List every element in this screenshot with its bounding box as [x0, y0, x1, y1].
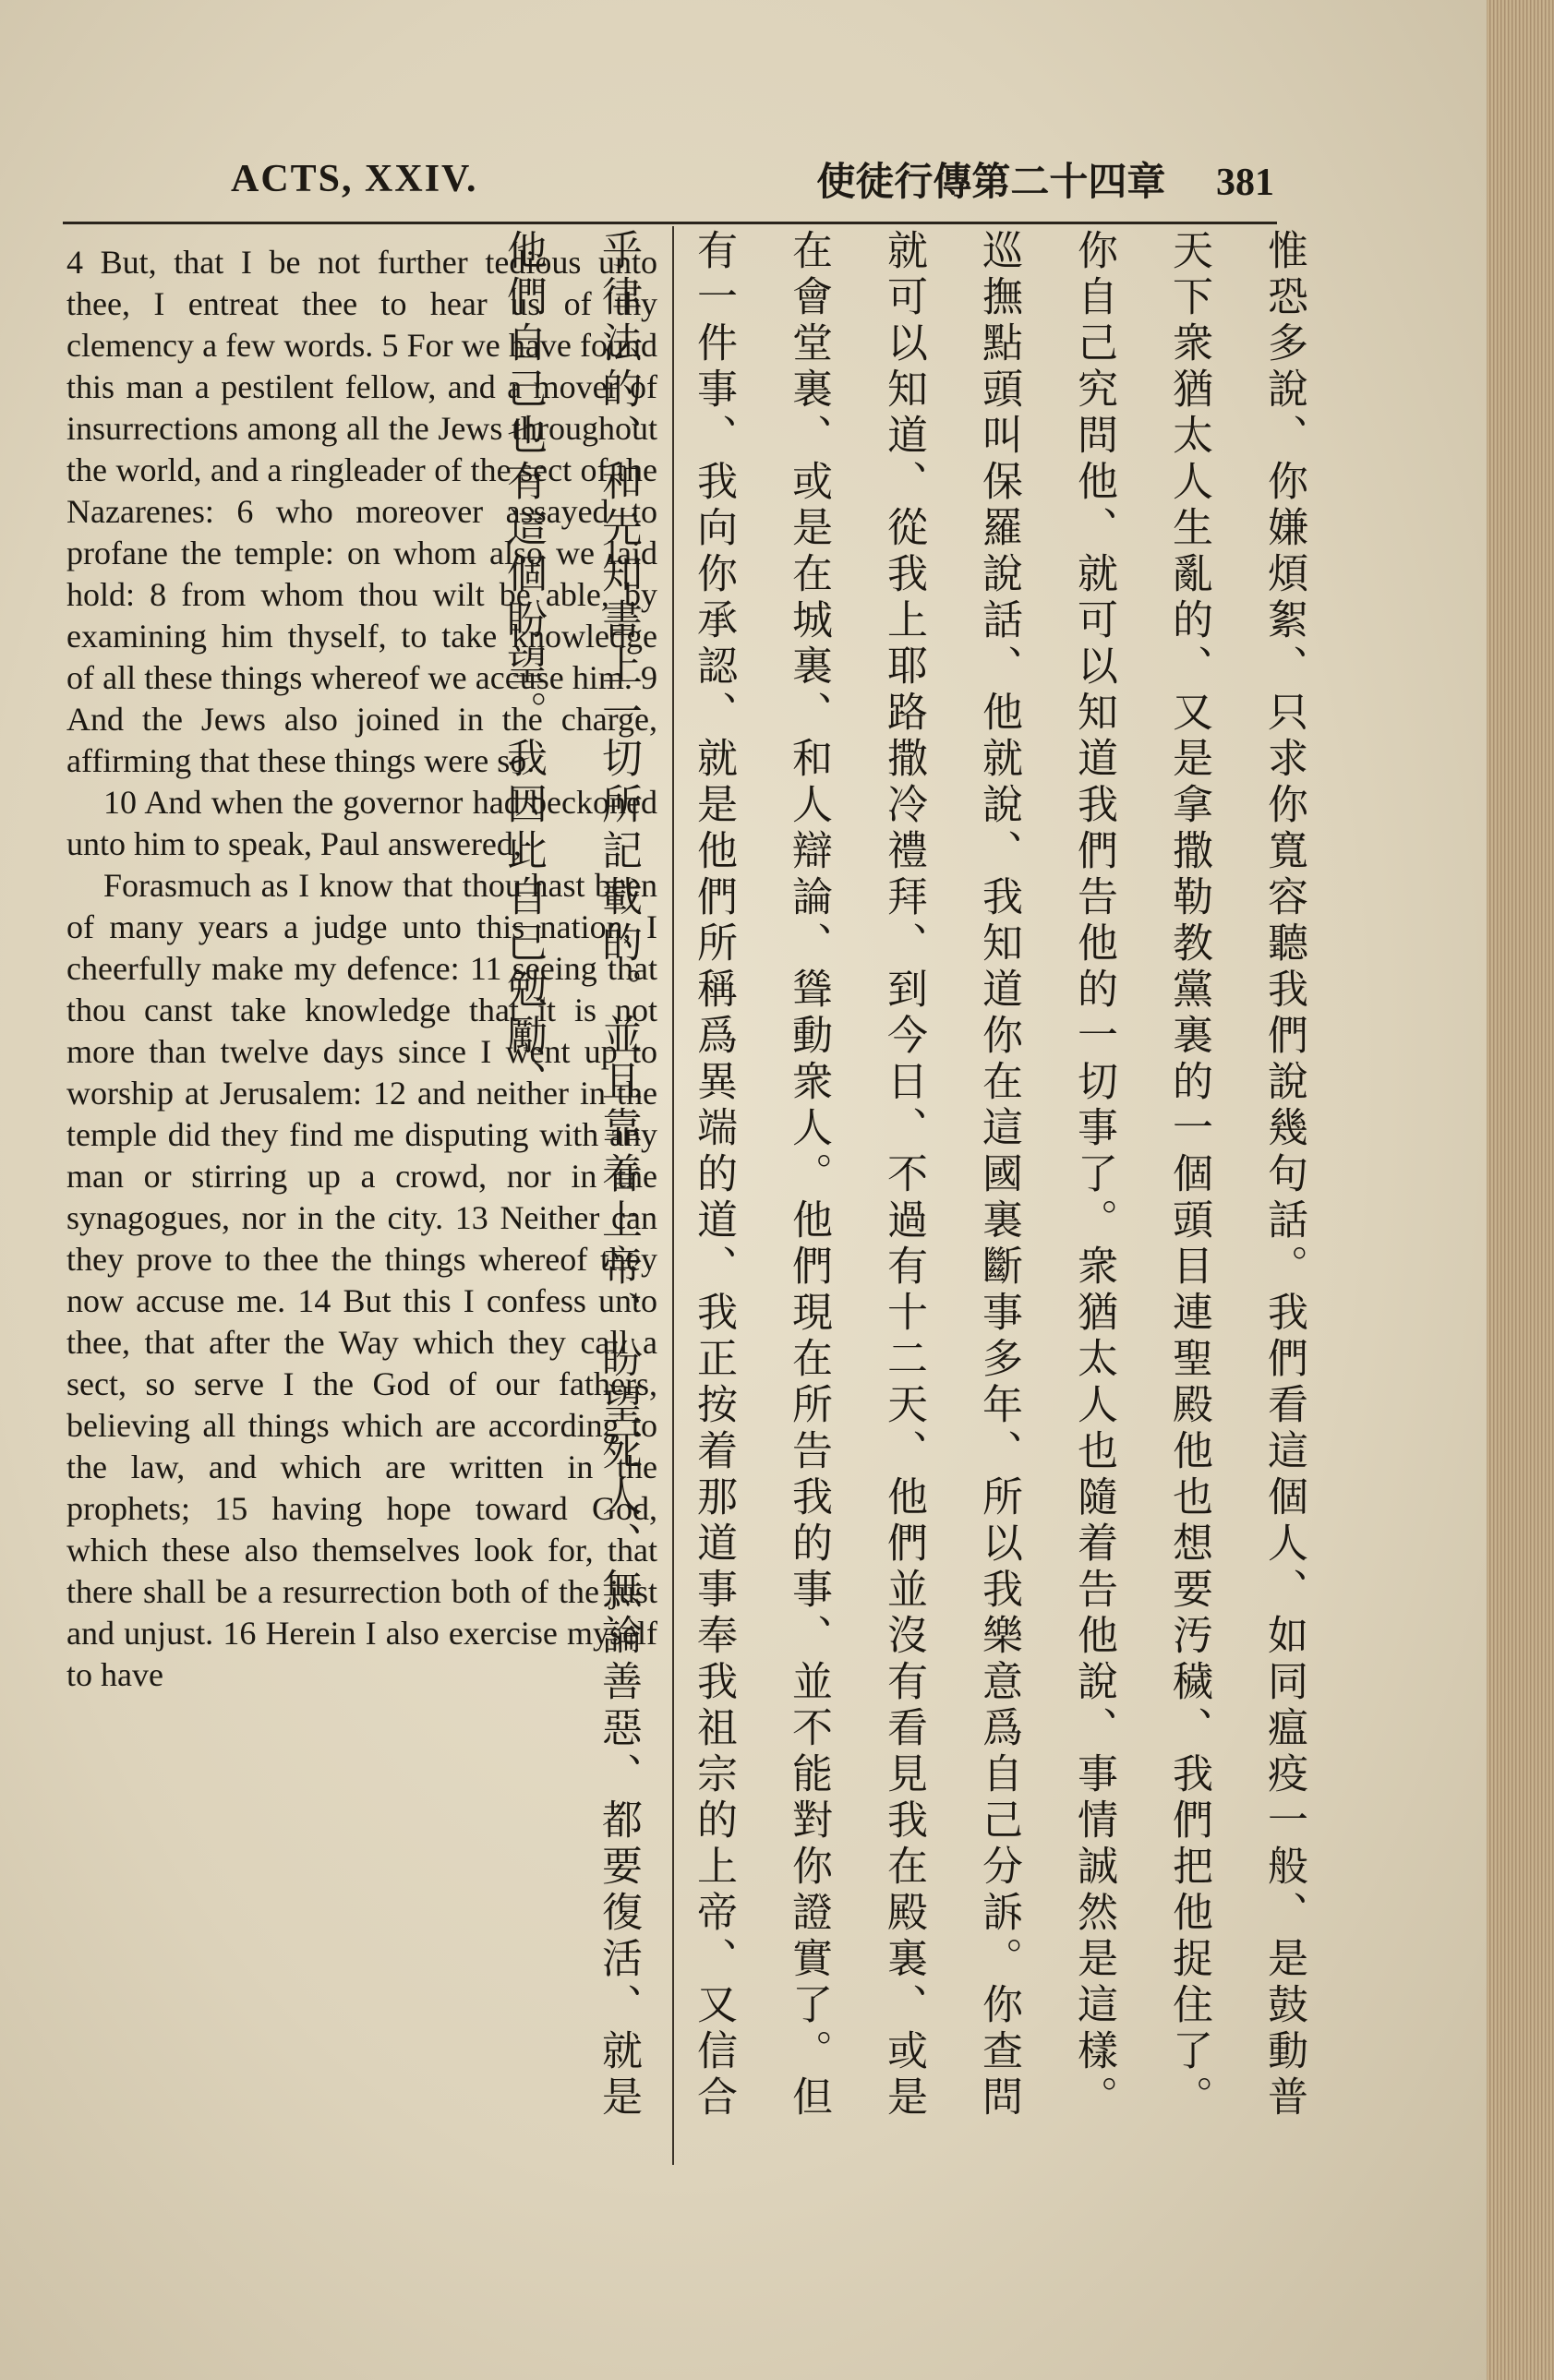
chapter-title-chinese-group — [816, 151, 1274, 207]
chinese-text: 惟恐多說、你嫌煩絮、只求你寬容聽我們說幾句話。我們看這個人、如同瘟疫一般、是鼓動普天下衆猶太人生亂的、又是拿撒勒教黨裏的一個頭目連聖殿他也想要汚穢、我們把他捉住了。你自己究問他、就可以知道我們告他的一切事了。衆猶太人也隨着告他說、事情誠然是這樣。巡撫點頭叫保羅說話、他就說、我知道你在這國裏斷事多年、所以我樂意爲自己分訴。你查問就可以知道、從我上耶路撒冷禮拜、到今日、不過有十二天、他們並沒有看見我在殿裏、或是在會堂裏、或是在城裏、和人辯論、聳動衆人。他們現在所告我的事、並不能對你證實了。但有一件事、我向你承認、就是他們所稱爲異端的道、我正按着那道事奉我祖宗的上帝、又信合乎律法的、和先知書上一切所記載的。並且靠着上帝、盼望死人、無論善惡、都要復活、就是他們自己也有這個盼望。我因此自己勉勵、 — [500, 229, 1307, 2122]
english-paragraph: Forasmuch as I know that thou hast been of many years a judge unto this nation, I cheerfully make my defence: 11 seeing that thou canst take knowledge that it is not more than twelve days since I went up to worship at Jerusalem: 12 and neither in the temple did they find me disputing with any man or stirring up a crowd, nor in the synagogues, nor in the city. 13 Neither can they prove to thee the things whereof they now accuse me. 14 But this I confess unto thee, that after the Way which they call a sect, so serve I the God of our fathers, believing all things which are according to the law, and which are written in the prophets; 15 having hope toward God, which these also themselves look for, that there shall be a resurrection both of the just and unjust. 16 Herein I also exercise myself to have — [66, 867, 657, 1693]
english-paragraph: 10 And when the governor had beckoned unto him to speak, Paul answered, — [66, 784, 657, 862]
english-paragraph: 4 But, that I be not further tedious unto thee, I entreat thee to hear us of thy clemency a few words. 5 For we have found this man a pestilent fellow, and a mover of insurrections among all the Jews throughout the world, and a ringleader of the sect of the Nazarenes: 6 who moreover assayed to profane the temple: on whom also we laid hold: 8 from whom thou wilt be able, by examining him thyself, to take knowledge of all these things whereof we accuse him. 9 And the Jews also joined in the charge, affirming that these things were so. — [66, 244, 657, 779]
page-edge — [1487, 0, 1554, 2380]
page-header — [65, 129, 1274, 222]
chapter-title-english: ACTS, XXIV. — [231, 158, 478, 200]
page-number: 381 — [1216, 162, 1274, 204]
header-rule — [63, 222, 1277, 224]
chinese-column — [500, 229, 1331, 2168]
chapter-title-chinese: 使徒行傳第二十四章 — [816, 159, 1166, 204]
